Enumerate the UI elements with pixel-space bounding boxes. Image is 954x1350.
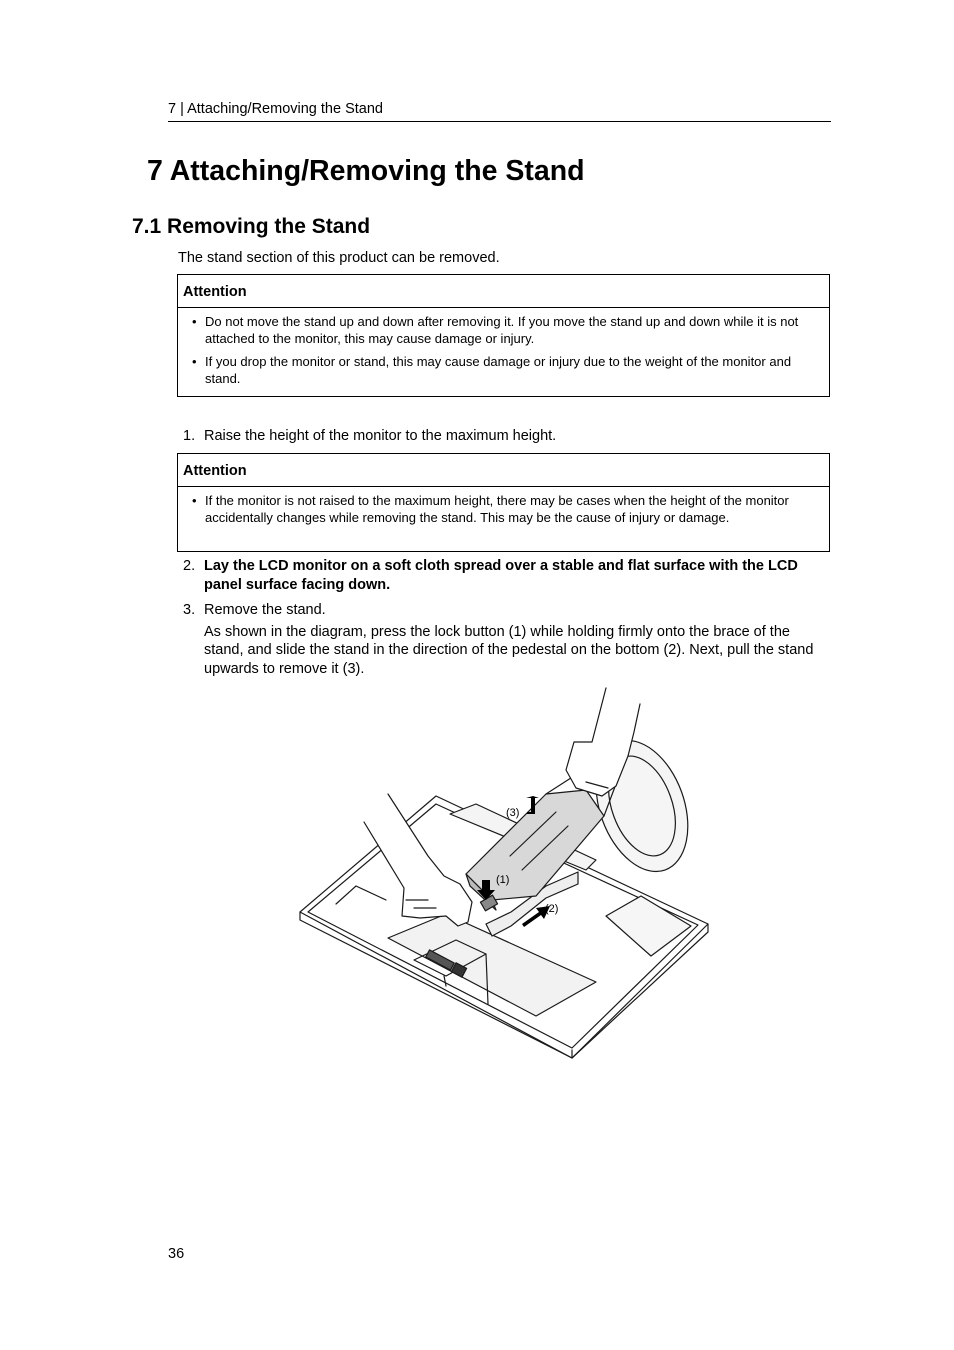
callout-label-3: (3): [506, 807, 520, 819]
step-text: Raise the height of the monitor to the maximum height.: [204, 428, 557, 444]
running-header: 7 | Attaching/Removing the Stand: [168, 99, 831, 122]
step-number: 2.: [183, 558, 196, 574]
step-number: 1.: [183, 428, 196, 444]
stand-removal-diagram: [296, 686, 716, 1062]
attention-label: Attention: [178, 275, 829, 308]
attention-item: • Do not move the stand up and down after removing it. If you move the stand up and down while it is not attached to the monitor, this may cause damage or injury.: [192, 314, 821, 347]
attention-item: • If the monitor is not raised to the maximum height, there may be cases when the height of the monitor accidentally changes while removing the stand. This may be the cause of injury or damage.: [192, 493, 821, 526]
callout-label-1: (1): [496, 874, 510, 886]
attention-box-2: [177, 453, 830, 552]
step-2: [183, 557, 831, 594]
step-detail: As shown in the diagram, press the lock button (1) while holding firmly onto the brace of the stand, and slide the stand in the direction of the pedestal on the bottom (2). Next, pull the stand upwards to remove it (3).: [204, 623, 814, 677]
section-title: 7.1 Removing the Stand: [132, 215, 371, 238]
chapter-title: 7 Attaching/Removing the Stand: [147, 155, 585, 187]
step-3: [183, 601, 831, 678]
attention-list: [178, 308, 829, 387]
page-number: 36: [168, 1246, 185, 1262]
step-text: Remove the stand.: [204, 602, 326, 618]
attention-label: Attention: [178, 454, 829, 487]
step-1: [183, 427, 831, 446]
step-text: Lay the LCD monitor on a soft cloth spread over a stable and flat surface with the LCD panel surface facing down.: [204, 558, 798, 593]
section-intro: The stand section of this product can be removed.: [178, 250, 500, 266]
attention-box-1: [177, 274, 830, 397]
step-number: 3.: [183, 602, 196, 618]
attention-list: [178, 487, 829, 526]
callout-label-2: (2): [545, 903, 559, 915]
attention-item: • If you drop the monitor or stand, this may cause damage or injury due to the weight of the monitor and stand.: [192, 354, 821, 387]
